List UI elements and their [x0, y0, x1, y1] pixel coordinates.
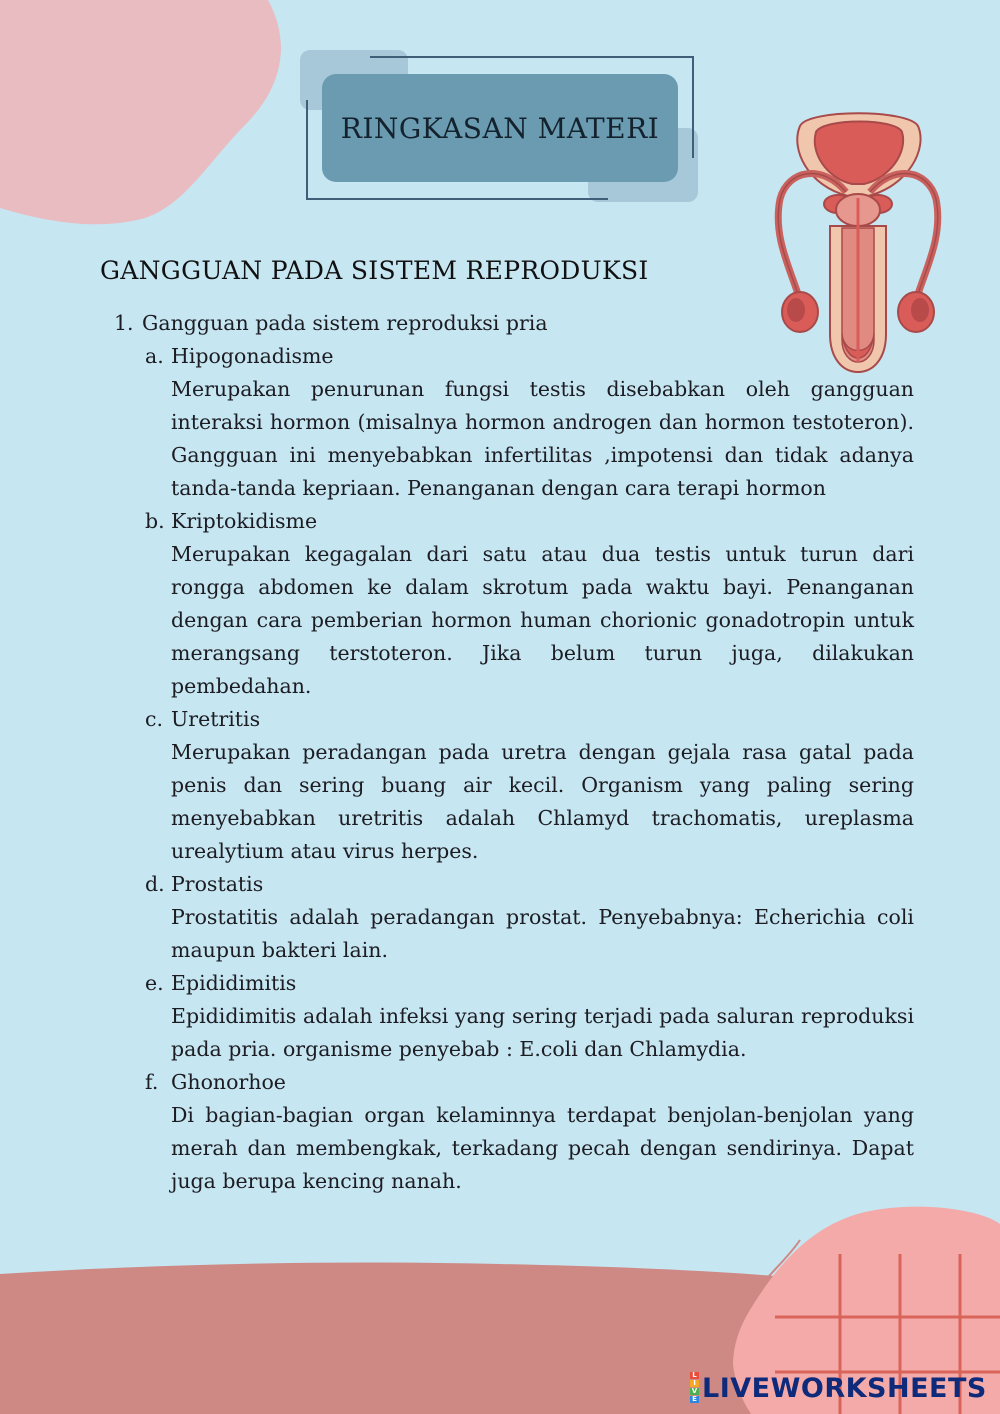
sub-item-letter: a.: [145, 344, 164, 368]
sub-item-title: Ghonorhoe: [171, 1070, 286, 1094]
sub-item-body: Epididimitis adalah infeksi yang sering terjadi pada saluran reproduksi pada pria. organisme penyebab : E.coli dan Chlamydia.: [171, 1004, 914, 1061]
liveworksheets-logo[interactable]: [690, 1372, 987, 1404]
sub-item-title: Prostatis: [171, 872, 264, 896]
banner-title: RINGKASAN MATERI: [340, 111, 660, 145]
disorder-list: [114, 307, 914, 1198]
sub-item-letter: e.: [145, 971, 164, 995]
title-banner: [322, 74, 678, 182]
main-list-item: [114, 307, 914, 340]
live-badge-icon: [690, 1372, 699, 1404]
section-heading: GANGGUAN PADA SISTEM REPRODUKSI: [100, 256, 649, 285]
main-item-number: 1.: [114, 311, 134, 335]
sub-item-title: Uretritis: [171, 707, 261, 731]
live-badge-letter: E: [690, 1396, 699, 1403]
sub-item-body: Di bagian-bagian organ kelaminnya terdapat benjolan-benjolan yang merah dan membengkak, terkadang pecah dengan sendirinya. Dapat juga berupa kencing nanah.: [171, 1103, 914, 1193]
sub-item-hipogonadisme: [145, 340, 914, 505]
sub-item-kriptokidisme: [145, 505, 914, 703]
live-badge-letter: V: [691, 1387, 698, 1395]
sub-item-ghonorhoe: [145, 1066, 914, 1198]
sub-item-body: Prostatitis adalah peradangan prostat. Penyebabnya: Echerichia coli maupun bakteri lain.: [171, 905, 914, 962]
logo-text: LIVEWORKSHEETS: [702, 1372, 987, 1404]
main-item-title: Gangguan pada sistem reproduksi pria: [142, 311, 548, 335]
sub-item-body: Merupakan kegagalan dari satu atau dua testis untuk turun dari rongga abdomen ke dalam skrotum pada waktu bayi. Penanganan dengan cara pemberian hormon human chorionic gonadotropin untuk merangsang terstoteron. Jika belum turun juga, dilakukan pembedahan.: [171, 542, 914, 698]
sub-item-letter: b.: [145, 509, 165, 533]
sub-item-epididimitis: [145, 967, 914, 1066]
sub-item-body: Merupakan peradangan pada uretra dengan gejala rasa gatal pada penis dan sering buang air kecil. Organism yang paling sering menyebabkan uretritis adalah Chlamyd trachomatis, ureplasma urealytium atau virus herpes.: [171, 740, 914, 863]
sub-item-letter: d.: [145, 872, 165, 896]
sub-item-uretritis: [145, 703, 914, 868]
top-left-pink-blob: [0, 0, 300, 230]
sub-item-title: Kriptokidisme: [171, 509, 318, 533]
sub-item-prostatis: [145, 868, 914, 967]
sub-item-body: Merupakan penurunan fungsi testis disebabkan oleh gangguan interaksi hormon (misalnya hormon androgen dan hormon testoteron). Gangguan ini menyebabkan infertilitas ,impotensi dan tidak adanya tanda-tanda kepriaan. Penanganan dengan cara terapi hormon: [171, 377, 914, 500]
live-badge-letter: L: [690, 1372, 699, 1379]
sub-item-title: Hipogonadisme: [171, 344, 334, 368]
sub-item-letter: c.: [145, 707, 163, 731]
sub-list: [145, 340, 914, 1198]
sub-item-title: Epididimitis: [171, 971, 297, 995]
live-badge-letter: I: [690, 1380, 699, 1387]
sub-item-letter: f.: [145, 1070, 159, 1094]
